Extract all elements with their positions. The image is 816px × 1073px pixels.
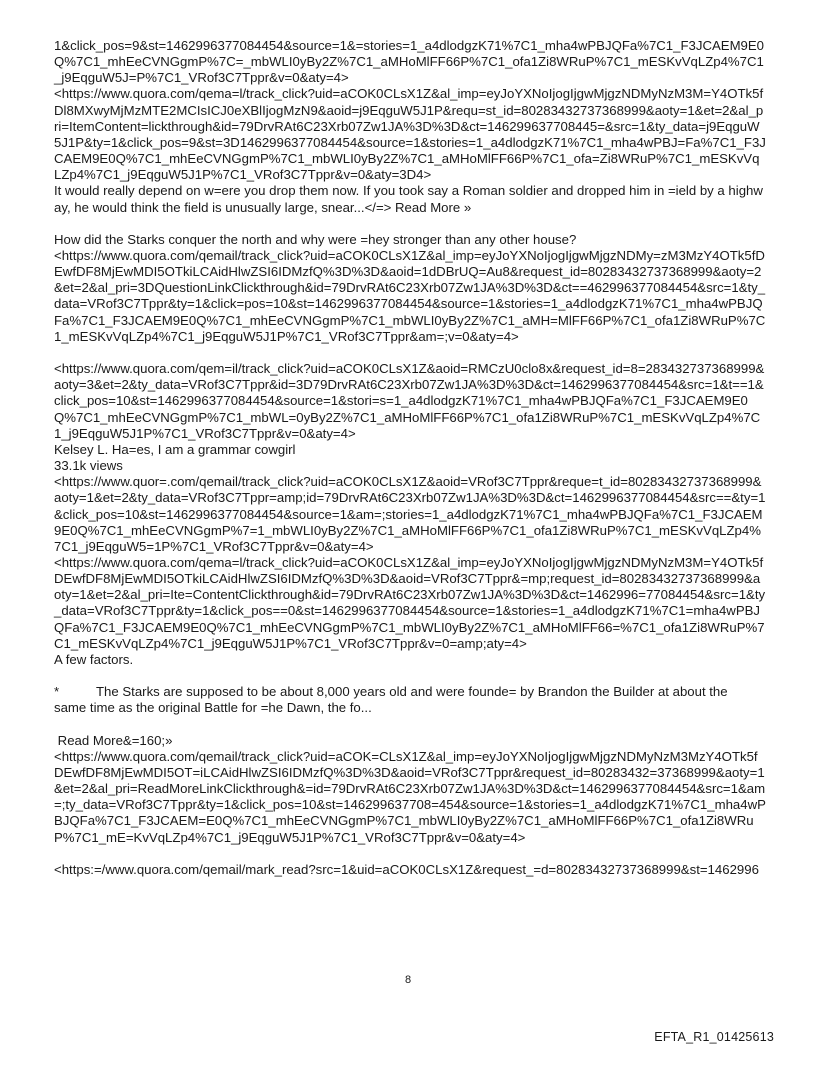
- bates-number: EFTA_R1_01425613: [654, 1030, 774, 1044]
- bullet-item: [54, 684, 766, 700]
- document-body: [54, 38, 766, 878]
- mark-read-link: <https:=/www.quora.com/qemail/mark_read?src=1&uid=aCOK0CLsX1Z&request_=d=80283432737368999&st=1462996: [54, 861, 759, 877]
- bullet-mark: *: [54, 684, 60, 700]
- answer-links-block: <https://www.quora.com/qem=il/track_click?uid=aCOK0CLsX1Z&aoid=RMCzU0clo8x&request_id=8=283432737368999&aoty=3&et=2&ty_data=VRof3C7Tppr&id=3D79DrvRAt6C23Xrb07Zw1JA%3D%3D&ct=1462996377084454&src=1&t==1&click_pos=10&st=1462996377084454&source=1&stori=s=1_a4dlodgzK71%7C1_mha4wPBJQFa%7C1_F3JCAEM9E0Q%7C1_mhEeCVNGgmP%7C1_mbWL=0yBy2Z%7C1_aMHoMlFF66P%7C1_ofa1Zi8WRuP%7C1_mESKvVqLZp4%7C1_j9EqguW5J1P%7C1_VRof3C7Tppr&v=0&aty=4> Kelsey L. Ha=es, I am a grammar cowgirl 33.1k views <https://www.quor=.com/qemail/track_click?uid=aCOK0CLsX1Z&aoid=VRof3C7Tppr&reque=t_id=80283432737368999&aoty=1&et=2&ty_data=VRof3C7Tppr=amp;id=79DrvRAt6C23Xrb07Zw1JA%3D%3D&ct=1462996377084454&src==&ty=1&click_pos=10&st=1462996377084454&source=1&am=;stories=1_a4dlodgzK71%7C1_mha4wPBJQFa%7C1_F3JCAEM9E0Q%7C1_mhEeCVNGgmP%7=1_mbWLI0yBy2Z%7C1_aMHoMlFF66P%7C1_ofa1Zi8WRuP%7C1_mESKvVqLZp4%7C1_j9EqguW5=1P%7C1_VRof3C7Tppr&v=0&aty=4> <https://www.quora.com/qema=l/track_click?uid=aCOK0CLsX1Z&al_imp=eyJoYXNoIjogIjgwMjgzNDMyNzM3M=Y4OTk5fDEwfDF8MjEwMDI5OTkiLCAidHlwZSI6IDMzfQ%3D%3D&aoid=VRof3C7Tppr&=mp;request_id=80283432737368999&aoty=1&et=2&al_pri=Ite=ContentClickthrough&id=79DrvRAt6C23Xrb07Zw1JA%3D%3D&ct=1462996=77084454&src=1&ty_data=VRof3C7Tppr&ty=1&click_pos==0&st=1462996377084454&source=1&stories=1_a4dlodgzK71%7C1=mha4wPBJQFa%7C1_F3JCAEM9E0Q%7C1_mhEeCVNGgmP%7C1_mbWLI0yBy2Z%7C1_aMHoMlFF66=%7C1_ofa1Zi8WRuP%7C1_mESKvVqLZp4%7C1_j9EqguW5J1P%7C1_VRof3C7Tppr&v=0=amp;aty=4> A few factors.: [54, 361, 766, 667]
- bullet-text: The Starks are supposed to be about 8,000 years old and were founde= by Brandon the Builder at about the: [96, 684, 728, 700]
- answer-snippet: It would really depend on w=ere you drop them now. If you took say a Roman soldier and dropped him in =ield by a highway, he would think the field is unusually large, snear...</=> Read More »: [54, 183, 763, 215]
- read-more-block: Read More&=160;» <https://www.quora.com/qemail/track_click?uid=aCOK=CLsX1Z&al_imp=eyJoYXNoIjogIjgwMjgzNDMyNzM3MzY4OTk5fDEwfDF8MjEwMDI5OT=iLCAidHlwZSI6IDMzfQ%3D%3D&aoid=VRof3C7Tppr&request_id=80283432=37368999&aoty=1&et=2&al_pri=ReadMoreLinkClickthrough&=id=79DrvRAt6C23Xrb07Zw1JA%3D%3D&ct=1462996377084454&src=1&am=;ty_data=VRof3C7Tppr&ty=1&click_pos=10&st=146299637708=454&source=1&stories=1_a4dlodgzK71%7C1_mha4wPBJQFa%7C1_F3JCAEM=E0Q%7C1_mhEeCVNGgmP%7C1_mbWLI0yBy2Z%7C1_aMHoMlFF66P%7C1_ofa1Zi8WRuP%7C1_mE=KvVqLZp4%7C1_j9EqguW5J1P%7C1_VRof3C7Tppr&v=0&aty=4>: [54, 732, 766, 845]
- question-block: How did the Starks conquer the north and why were =hey stronger than any other house? <https://www.quora.com/qemail/track_click?uid=aCOK0CLsX1Z&al_imp=eyJoYXNoIjogIjgwMjgzNDMy=zM3MzY4OTk5fDEwfDF8MjEwMDI5OTkiLCAidHlwZSI6IDMzfQ%3D%3D&aoid=1dDBrUQ=Au8&request_id=80283432737368999&aoty=2&et=2&al_pri=3DQuestionLinkClickthrough&id=79DrvRAt6C23Xrb07Zw1JA%3D%3D&ct==462996377084454&src=1&ty_data=VRof3C7Tppr&ty=1&click=pos=10&st=1462996377084454&source=1&stories=1_a4dlodgzK71%7C1_mha4wPBJQFa%7C1_F3JCAEM9E0Q%7C1_mhEeCVNGgmP%7C1_mbWLI0yBy2Z%7C1_aMH=MlFF66P%7C1_ofa1Zi8WRuP%7C1_mESKvVqLZp4%7C1_j9EqguW5J1P%7C1_VRof3C7Tppr&am=;v=0&aty=4>: [54, 231, 766, 344]
- bullet-continuation: same time as the original Battle for =he Dawn, the fo...: [54, 700, 372, 716]
- email-text-block: 1&click_pos=9&st=1462996377084454&source=1&=stories=1_a4dlodgzK71%7C1_mha4wPBJQFa%7C1_F3JCAEM9E0Q%7C1_mhEeCVNGgmP%7C=_mbWLI0yBy2Z%7C1_aMHoMlFF66P%7C1_ofa1Zi8WRuP%7C1_mESKvVqLZp4%7C1_j9EqguW5J=P%7C1_VRof3C7Tppr&v=0&aty=4> <https://www.quora.com/qema=l/track_click?uid=aCOK0CLsX1Z&al_imp=eyJoYXNoIjogIjgwMjgzNDMyNzM3M=Y4OTk5fDl8MXwyMjMzMTE2MCIsICJ0eXBlIjogMzN9&aoid=j9EqguW5J1P&requ=st_id=80283432737368999&aoty=1&et=2&al_pri=ItemContent=lickthrough&id=79DrvRAt6C23Xrb07Zw1JA%3D%3D&ct=146299637708445=&src=1&ty_data=j9EqguW5J1P&ty=1&click_pos=9&st=3D1462996377084454&source=1&stories=1_a4dlodgzK71%7C1_mha4wPBJ=Fa%7C1_F3JCAEM9E0Q%7C1_mhEeCVNGgmP%7C1_mbWLI0yBy2Z%7C1_aMHoMlFF66P%7C1_ofa=Zi8WRuP%7C1_mESKvVqLZp4%7C1_j9EqguW5J1P%7C1_VRof3C7Tppr&v=0&aty=3D4>: [54, 38, 766, 183]
- page-number: 8: [404, 974, 412, 986]
